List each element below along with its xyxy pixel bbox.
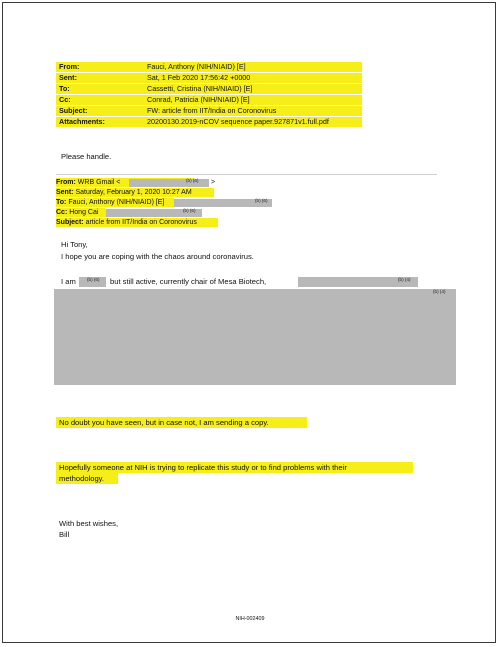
header-row-attachments [56, 117, 362, 127]
header-label: From: [59, 62, 80, 71]
redaction-code: (b) (6) [255, 198, 268, 203]
message-paragraph-line: methodology. [56, 473, 118, 484]
forward-from: From: WRB Gmail < [56, 178, 194, 187]
redaction-block [54, 289, 456, 385]
redaction-code: (b) (4) [398, 277, 411, 282]
header-value: Sat, 1 Feb 2020 17:56:42 +0000 [147, 73, 251, 82]
header-row-from [56, 62, 362, 72]
header-row-sent [56, 73, 362, 83]
page-footer-id: NIH-002409 [235, 616, 265, 622]
redaction-code: (b) (6) [186, 178, 199, 183]
message-line: I hope you are coping with the chaos around coronavirus. [61, 252, 254, 261]
message-line-start: I am [61, 277, 76, 286]
header-value: FW: article from IIT/India on Coronovirus [147, 106, 277, 115]
header-value: Fauci, Anthony (NIH/NIAID) [E] [147, 62, 246, 71]
message-line-end: but still active, currently chair of Mesa Biotech, [110, 277, 267, 286]
forward-from-close: > [211, 179, 216, 186]
separator-line [56, 174, 437, 175]
header-row-subject [56, 106, 362, 116]
closing: With best wishes, [59, 519, 119, 528]
attachment-link[interactable]: 20200130.2019-nCOV sequence paper.927871v1.full.pdf [147, 117, 329, 126]
signature: Bill [59, 530, 70, 539]
body-intro: Please handle. [61, 152, 112, 161]
redaction-code: (b) (6) [87, 277, 100, 282]
header-value: Cassetti, Cristina (NIH/NIAID) [E] [147, 84, 253, 93]
header-label: Attachments: [59, 117, 105, 126]
forward-cc: Cc: Hong Cai [56, 208, 106, 217]
message-paragraph: No doubt you have seen, but in case not, I am sending a copy. [56, 417, 307, 428]
forward-subject: Subject: article from IIT/India on Coronovirus [56, 218, 218, 227]
header-label: To: [59, 84, 70, 93]
greeting: Hi Tony, [61, 240, 88, 249]
forward-to: To: Fauci, Anthony (NIH/NIAID) [E] [56, 198, 174, 207]
redaction-code: (b) (6) [183, 208, 196, 213]
header-label: Sent: [59, 73, 77, 82]
header-row-cc [56, 95, 362, 105]
header-row-to [56, 84, 362, 94]
forward-sent: Sent: Saturday, February 1, 2020 10:27 AM [56, 188, 214, 197]
redaction-code: (b) (4) [433, 289, 446, 294]
header-value: Conrad, Patricia (NIH/NIAID) [E] [147, 95, 250, 104]
message-paragraph-line: Hopefully someone at NIH is trying to replicate this study or to find problems with their [56, 462, 413, 473]
header-label: Cc: [59, 95, 71, 104]
header-label: Subject: [59, 106, 88, 115]
